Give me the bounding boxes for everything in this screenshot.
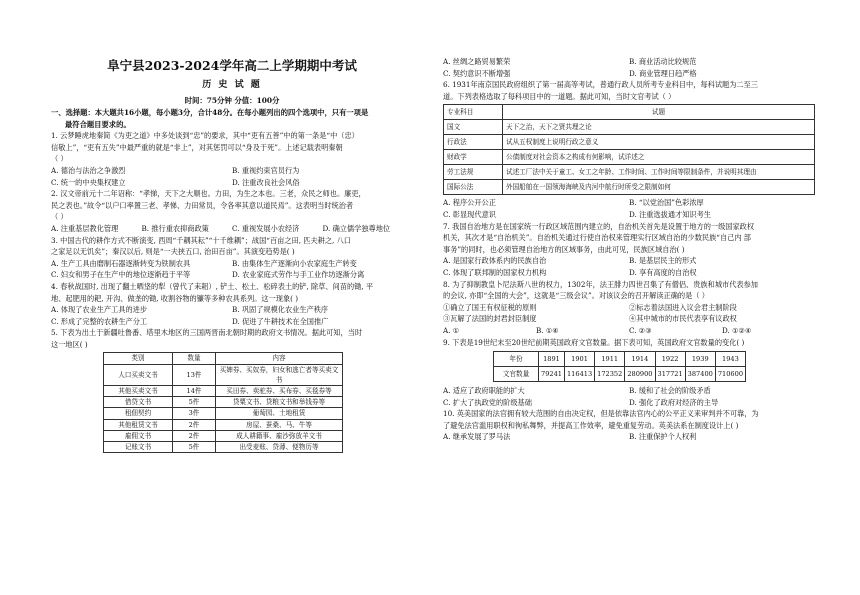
question-7: 7. 我国自治地方是在国家统一行政区域范围内建立的，自治机关首先是设置于地方的一级国家政权 机关，其次才是“自治机关”。自治机关通过行使自治权来管理实行区域自治的少数民族“自己内 部 事务”的同时，也必须管理自治地方的区域事务，由此可见，民族区域自治( ) A. 是国家行政体系内的民族自治 B. 是基层民主的形式 C. 体现了联邦制的国家权力机构 D. 享有高度的自治权 [443,221,815,279]
option-a: A. 继承发展了罗马法 [443,432,511,442]
option-b: B. 重视约束官员行为 [232,165,300,175]
option-a: A. 德治与法治之争激烈 [51,165,126,175]
option-a: A. 是国家行政体系内的民族自治 [443,256,547,266]
option-d: D. 确立儒学独尊地位 [322,223,391,233]
table-row: 其他租赁文书 2件 房屋、蚕桑、马、牛等 [104,419,343,430]
options [443,197,815,220]
table-row: 年份 1891 1901 1911 1914 1922 1939 1943 [494,352,746,367]
option-a: A. 丝绸之路贸易繁荣 [443,57,511,66]
option-a: A. 注重基层教化管理 [51,223,119,233]
option-b: B. ①④ [536,325,559,335]
question-10: 10. 英美国家的法官拥有较大范围的自由决定权，但是依靠法官内心的公平正义来审判并不可靠，为 了避免法官滥用职权和徇私舞弊，并提高工作效率，避免重复劳动。英美法系在制度设计上( ) A. 继承发展了罗马法 B. 注重保护个人权利 [443,408,815,443]
option-c: C. 妇女和男子在生产中的地位逐渐趋于平等 [51,270,191,280]
option-d: D. 享有高度的自治权 [629,267,697,277]
option-b: B. 商业活动比较规范 [629,57,697,66]
table-header: 类别 [104,353,173,364]
option-c: C. 契约意识不断增强 [443,68,511,78]
table-row: 文官数量 79241 116413 172352 280900 317721 387400 710600 [494,367,746,382]
options [443,385,815,408]
table-row: 记账文书 5件 出受麦账、贷薄、便物历等 [104,442,343,453]
options [51,304,413,327]
table-row: 财政学 公债制度对社会资本之构成有何影响，试详述之 [444,150,815,165]
table-header: 专业科目 [444,105,503,120]
option-a: A. 程序公开公正 [443,198,496,208]
option-c: C. ②③ [629,325,652,335]
q6-table [443,104,815,195]
option-d: D. 促进了牛耕技术在全国推广 [232,316,329,326]
options [443,325,815,337]
option-d: D. 注重选拔通才知识考生 [629,209,711,219]
table-row: 国际公法 外国船舶在一国领海海峡及内河中航行时所受之限制如何 [444,180,815,195]
table-header: 内容 [216,353,343,364]
table-row: 行政法 试从五权制度上说明行政之意义 [444,135,815,150]
options [443,255,815,278]
table-header: 数量 [173,353,216,364]
section-heading: 一、选择题：本大题共16小题，每小题3分，合计48分。在每小题列出的四个选项中，只有一项是 最符合题目要求的。 [51,108,369,129]
option-a: A. 体现了农业生产工具的进步 [51,305,148,315]
option-b: B. 注重保护个人权利 [629,432,697,442]
q5-table [103,352,343,453]
table-header: 试题 [503,105,815,120]
option-b: B. 缓和了社会的阶级矛盾 [629,386,711,396]
option-b: B. 推行重农抑商政策 [141,223,209,233]
table-row: 人口买卖文书 13件 买婢券、买奴券，妇女和逃亡者等买卖文书 [104,364,343,385]
question-5: 5. 下表为出土于新疆吐鲁番、塔里木地区的三国两晋南北朝时期的政府文书情况。据此可知，当时 这一地区( ) 类别 数量 内容 人口买卖文书 13件 买婢券、买奴券，妇女和逃亡者等买卖文书 其他买卖文书 14件 买田券、卖驼券、买布券、买毯券等 借贷文书 5件 贷粟文书、贷粮文书和举钱券等 租佃契约 3件 葡萄园、土地租赁 其他租赁文书 2件 房屋、蚕桑、马、牛等 雇佣文书 2件 成人耕籍事、雇沙弥放羊文书 记账文书 5件 出受麦账、贷薄、便物历等 [51,327,413,453]
question-6: 6. 1931年南京国民政府组织了第一届高等考试，普通行政人员所考专业科目中，每科试题为二至三 道。下列表格选取了每科项目中的一道题。据此可知，当时文官考试（ ） 专业科目 试题 国文 天下之治，天下之贤共理之论 行政法 试从五权制度上说明行政之意义 财政学 公债制度对社会资本之构成有何影响，试详述之 劳工法规 试述工厂法中关于童工、女工之年龄、工作时间、工作时间等限制条件，并说明其理由 国际公法 外国船舶在一国领海海峡及内河中航行时所受之限制如何 A. 程序公开公正 B. “以党治国”色彩浓厚 C. 彰显现代意识 D. 注重选拔通才知识考生 [443,79,815,220]
statement-1: ①确立了国王有权征税的原则 [443,302,537,312]
table-row: 雇佣文书 2件 成人耕籍事、雇沙弥放羊文书 [104,430,343,441]
option-c: C. 扩大了执政党的阶级基础 [443,397,532,407]
question-8: 8. 为了抑制教皇卜尼法斯八世的权力，1302年，法王腓力四世召集了有僧侣、贵族和城市代表参加 的会议, 亦即“全国的大会”，这就是“三级会议”。对该议会的召开解读正确的是（ ） ①确立了国王有权征税的原则 ②标志着法国进入议会君主制阶段 ③瓦解了法国的封君封臣制度 ④其中城市的市民代表享有议政权 A. ① B. ①④ C. ②③ D. ①②④ [443,279,815,337]
option-c: C. 形成了完整的农耕生产分工 [51,316,148,326]
table-header-row [444,105,815,120]
left-column [51,0,413,455]
option-c: C. 彰显现代意识 [443,209,496,219]
table-row: 其他买卖文书 14件 买田券、卖驼券、买布券、买毯券等 [104,386,343,397]
table-row: 劳工法规 试述工厂法中关于童工、女工之年龄、工作时间、工作时间等限制条件，并说明其理由 [444,165,815,180]
table-row: 借贷文书 5件 贷粟文书、贷粮文书和举钱券等 [104,397,343,408]
q9-table [493,351,746,382]
option-b: B. “以党治国”色彩浓厚 [629,198,704,208]
option-c: C. 重视发展小农经济 [232,223,300,233]
option-d: D. 农业家庭式劳作与手工业作坊逐渐分离 [232,270,365,280]
options [51,165,413,188]
question-2: 2. 汉文帝前元十二年诏称：“孝悌，天下之大顺也。力田，为生之本也。三老，众民之师也。廉吏， 民之表也。”故令“以户口率置三老、孝悌、力田常员，令各率其意以道民焉”。这表明当时统治者 （ ） A. 注重基层教化管理 B. 推行重农抑商政策 C. 重视发展小农经济 D. 确立儒学独尊地位 [51,188,413,234]
options [443,431,815,443]
option-d: D. 注重改良社会风俗 [232,177,300,187]
statement-4: ④其中城市的市民代表享有议政权 [629,314,737,324]
option-d: D. 强化了政府对经济的主导 [629,397,719,407]
options [51,223,413,235]
option-b: B. 巩固了规模化农业生产秩序 [232,305,329,315]
option-b: B. 由集体生产逐渐向小农家庭生产转变 [232,258,357,268]
options [51,258,413,281]
statement-3: ③瓦解了法国的封君封臣制度 [443,314,537,324]
option-b: B. 是基层民主的形式 [629,256,697,266]
option-c: C. 体现了联邦制的国家权力机构 [443,267,547,277]
statements [443,302,815,325]
exam-title: 阜宁县2023-2024学年高二上学期期中考试 [107,58,357,73]
q5-options [443,56,815,79]
option-a: A. 生产工具由磨制石器逐渐转变为铁制农具 [51,258,191,268]
table-header-row [104,353,343,364]
question-3: 3. 中国古代的耕作方式不断演变, 西周“千耦其耘”“十千维耦”；战国“百亩之田, 匹夫耕之, 八口 之家足以无饥矣”；秦汉以后, 则是“一夫挟五口, 治田百亩”。其演变趋势是( ) A. 生产工具由磨制石器逐渐转变为铁制农具 B. 由集体生产逐渐向小农家庭生产转变 C. 妇女和男子在生产中的地位逐渐趋于平等 D. 农业家庭式劳作与手工业作坊逐渐分离 [51,235,413,281]
table-row: 租佃契约 3件 葡萄园、土地租赁 [104,408,343,419]
option-c: C. 统一的中央集权建立 [51,177,126,187]
option-d: D. 商业管理日趋严格 [629,68,697,78]
table-row: 国文 天下之治，天下之贤共理之论 [444,120,815,135]
question-1: 1. 云梦睡虎地秦简《为吏之道》中多处谈到“忠”的要求，其中“吏有五善”中的第一条是“中（忠） 信敬上”，“吏有五失”中最严重的就是“非上”，对其惩罚可以“身及于死”。上述记载表明秦朝 （ ） A. 德治与法治之争激烈 B. 重视约束官员行为 C. 统一的中央集权建立 D. 注重改良社会风俗 [51,130,413,188]
exam-subtitle: 历 史 试 题 [202,80,262,90]
exam-info: 时间：75分钟 分值：100分 [184,96,280,105]
question-4: 4. 春秋战国时, 出现了翻土晒垡的犁（曾代了耒耜）, 铲土、松土、松碎表土的铲, 除草、间苗的锄, 平 地、起肥用的耙, 开沟、做垄的锄, 收割谷物的镰等多种农具系列。这一现象( ) A. 体现了农业生产工具的进步 B. 巩固了规模化农业生产秩序 C. 形成了完整的农耕生产分工 D. 促进了牛耕技术在全国推广 [51,281,413,327]
option-a: A. ① [443,325,460,335]
question-9: 9. 下表是19世纪末至20世纪前期英国政府文官数量。据下表可知，英国政府文官数量的变化( ) 年份 1891 1901 1911 1914 1922 1939 1943 文官数量 79241 116413 172352 280900 317721 387400 710600 A. 适应了政府职能的扩大 B. 缓和了社会的阶级矛盾 C. 扩大了执政党的阶级基础 D. 强化了政府对经济的主导 [443,337,815,409]
statement-2: ②标志着法国进入议会君主制阶段 [629,302,737,312]
right-column [443,56,815,443]
option-a: A. 适应了政府职能的扩大 [443,386,525,396]
option-d: D. ①②④ [722,325,752,335]
